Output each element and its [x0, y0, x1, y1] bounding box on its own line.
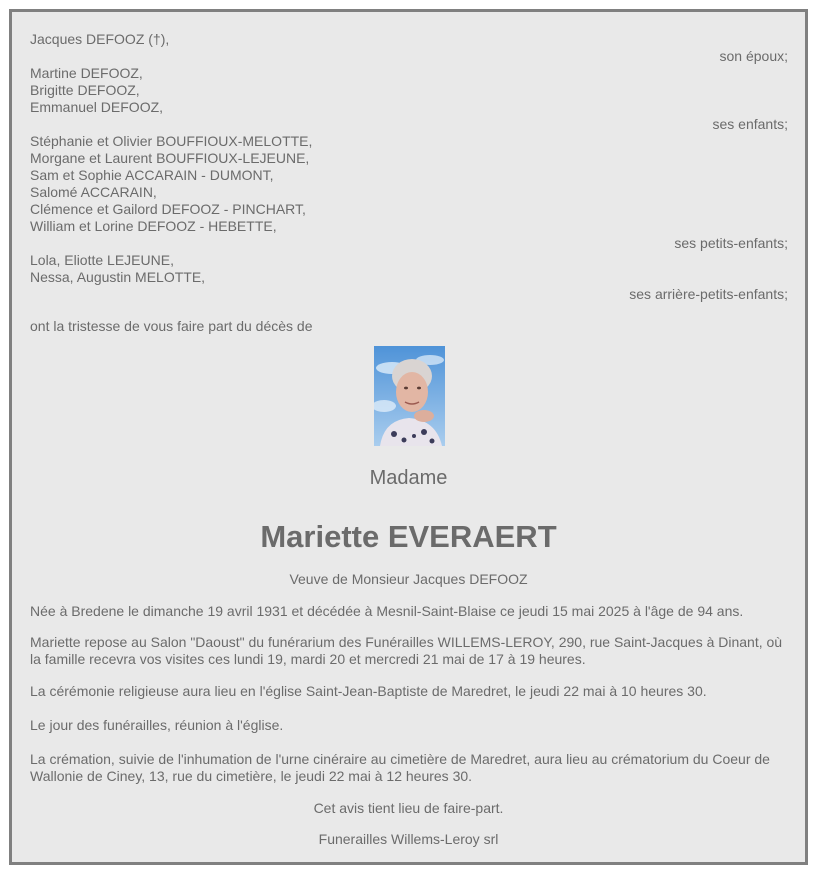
honorific: Madame: [369, 467, 448, 489]
child-name: Brigitte DEFOOZ,: [30, 82, 140, 98]
spouse-name: Jacques DEFOOZ (†),: [30, 31, 170, 47]
cremation-text: La crémation, suivie de l'inhumation de l'urne cinéraire au cimetière de Maredret, aura lieu au crématorium du Coeur de Wallonie de Ciney, 13, rue du cimetière, le jeudi 22 mai à 12 heures 30.: [30, 751, 770, 784]
grandchild-name: Clémence et Gailord DEFOOZ - PINCHART,: [30, 201, 306, 217]
spouse-role: son époux;: [719, 48, 788, 64]
grandchild-name: Sam et Sophie ACCARAIN - DUMONT,: [30, 167, 274, 183]
great-grandchild-name: Nessa, Augustin MELOTTE,: [30, 269, 206, 285]
visitation-text: Mariette repose au Salon "Daoust" du funérarium des Funérailles WILLEMS-LEROY, 290, rue Saint-Jacques à Dinant, où la famille recevra vos visites ces lundi 19, mardi 20 et mercredi 21 mai de 17 à 19 heures.: [30, 634, 783, 667]
children-role: ses enfants;: [712, 116, 788, 132]
great-grandchildren-role: ses arrière-petits-enfants;: [629, 286, 788, 302]
portrait-photo: [374, 346, 445, 446]
grandchild-name: Salomé ACCARAIN,: [30, 184, 157, 200]
announcement-text: ont la tristesse de vous faire part du décès de: [30, 318, 313, 334]
ceremony-text: La cérémonie religieuse aura lieu en l'église Saint-Jean-Baptiste de Maredret, le jeudi 22 mai à 10 heures 30.: [30, 683, 707, 699]
grandchild-name: Morgane et Laurent BOUFFIOUX-LEJEUNE,: [30, 150, 310, 166]
grandchildren-role: ses petits-enfants;: [674, 235, 788, 251]
great-grandchild-name: Lola, Eliotte LEJEUNE,: [30, 252, 174, 268]
notice-text: Cet avis tient lieu de faire-part.: [313, 800, 504, 816]
child-name: Emmanuel DEFOOZ,: [30, 99, 164, 115]
obituary-card: [9, 9, 808, 865]
deceased-name: Mariette EVERAERT: [260, 519, 557, 554]
child-name: Martine DEFOOZ,: [30, 65, 143, 81]
meeting-text: Le jour des funérailles, réunion à l'église.: [30, 717, 284, 733]
widow-of: Veuve de Monsieur Jacques DEFOOZ: [289, 571, 528, 587]
birth-death-text: Née à Bredene le dimanche 19 avril 1931 et décédée à Mesnil-Saint-Blaise ce jeudi 15 mai 2025 à l'âge de 94 ans.: [30, 603, 744, 619]
portrait-image: [374, 346, 445, 446]
grandchild-name: Stéphanie et Olivier BOUFFIOUX-MELOTTE,: [30, 133, 313, 149]
grandchild-name: William et Lorine DEFOOZ - HEBETTE,: [30, 218, 277, 234]
funeral-company: Funerailles Willems-Leroy srl: [318, 831, 499, 847]
